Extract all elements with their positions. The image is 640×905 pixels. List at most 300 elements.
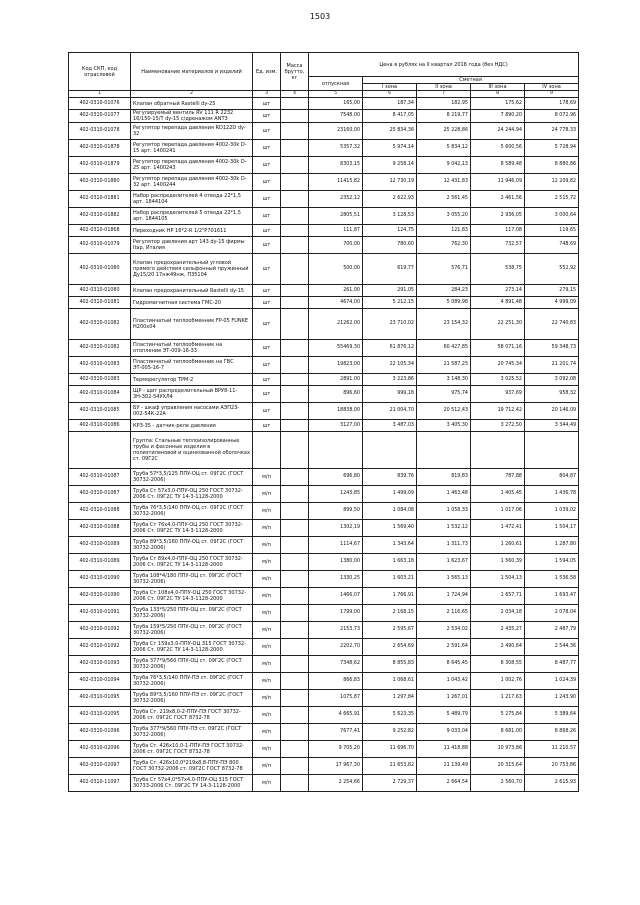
table-row bbox=[69, 208, 579, 225]
row-zone-2-price: 21 587,25 bbox=[417, 357, 471, 374]
column-number: 8 bbox=[471, 91, 525, 98]
row-name: Клапан обратный Rastelli dy-25 bbox=[131, 98, 253, 110]
row-unit: м/п bbox=[253, 537, 281, 554]
row-zone-3-price: 5 600,56 bbox=[471, 140, 525, 157]
row-code: 402-0310-01080 bbox=[69, 285, 131, 297]
row-zone-4-price: 1 436,78 bbox=[525, 486, 579, 503]
row-zone-4-price: 20 753,86 bbox=[525, 758, 579, 775]
row-zone-2-price: 9 033,04 bbox=[417, 724, 471, 741]
page-number: 1503 bbox=[309, 12, 331, 21]
row-mass bbox=[281, 724, 309, 741]
row-zone-4-price: 178,69 bbox=[525, 98, 579, 110]
row-mass bbox=[281, 309, 309, 340]
row-code: 402-0310-01078 bbox=[69, 123, 131, 140]
header-price-group: Цена в рублях на II квартал 2018 года (без НДС) bbox=[309, 53, 579, 77]
row-code: 402-0310-01076 bbox=[69, 98, 131, 110]
row-zone-3-price: 538,75 bbox=[471, 254, 525, 285]
row-unit: шт bbox=[253, 98, 281, 110]
row-zone-4-price: 1 287,80 bbox=[525, 537, 579, 554]
table-body bbox=[69, 98, 579, 792]
row-mass bbox=[281, 110, 309, 123]
row-unit: шт bbox=[253, 191, 281, 208]
row-mass bbox=[281, 386, 309, 403]
row-zone-2-price: 3 405,30 bbox=[417, 420, 471, 432]
row-unit: шт bbox=[253, 340, 281, 357]
row-zone-1-price: 9 258,14 bbox=[363, 157, 417, 174]
table-row bbox=[69, 340, 579, 357]
row-zone-1-price: 9 252,82 bbox=[363, 724, 417, 741]
row-zone-4-price: 1 039,02 bbox=[525, 503, 579, 520]
row-name: Регулятор перепада давления 4002-30k D-25 арт. 1400243 bbox=[131, 157, 253, 174]
row-mass bbox=[281, 225, 309, 237]
row-code: 402-0310-01086 bbox=[69, 420, 131, 432]
row-zone-3-price: 20 315,64 bbox=[471, 758, 525, 775]
row-name: Набор распределителей 5 отвода 22*1,5 арт. 1844105 bbox=[131, 208, 253, 225]
row-unit: м/п bbox=[253, 588, 281, 605]
row-name: Регулятор перепада давления RD122D dy-32 bbox=[131, 123, 253, 140]
row-zone-2-price bbox=[417, 432, 471, 469]
row-zone-4-price: 8 868,26 bbox=[525, 724, 579, 741]
row-zone-2-price: 1 532,12 bbox=[417, 520, 471, 537]
row-name: Труба 57*3,5/125 ППУ-ОЦ ст. 09Г2С (ГОСТ 30732-2006) bbox=[131, 469, 253, 486]
row-unit: шт bbox=[253, 123, 281, 140]
row-zone-1-price: 1 499,09 bbox=[363, 486, 417, 503]
row-zone-1-price: 22 105,34 bbox=[363, 357, 417, 374]
row-release-price: 2805,51 bbox=[309, 208, 363, 225]
row-zone-4-price: 1 504,17 bbox=[525, 520, 579, 537]
row-zone-3-price: 8 308,55 bbox=[471, 656, 525, 673]
row-name: Регулируемый вентиль RV 111 R 2232 16/150-15/Т dy-15 с/дренажом ANT3 bbox=[131, 110, 253, 123]
row-name: Труба 89*3,5/160 ППУ-ПЭ ст. 09Г2С (ГОСТ 30732-2006) bbox=[131, 690, 253, 707]
row-zone-3-price: 3 272,50 bbox=[471, 420, 525, 432]
table-header bbox=[69, 53, 579, 98]
row-code: 402-0310-11097 bbox=[69, 775, 131, 792]
row-mass bbox=[281, 157, 309, 174]
row-mass bbox=[281, 741, 309, 758]
row-zone-1-price bbox=[363, 432, 417, 469]
row-release-price: 1380,00 bbox=[309, 554, 363, 571]
row-zone-1-price: 187,34 bbox=[363, 98, 417, 110]
row-zone-3-price: 787,88 bbox=[471, 469, 525, 486]
row-zone-4-price: 1 243,90 bbox=[525, 690, 579, 707]
row-zone-4-price: 4 999,09 bbox=[525, 297, 579, 309]
row-zone-1-price: 1 084,08 bbox=[363, 503, 417, 520]
row-name: Гидромагнитная система ГМС-20 bbox=[131, 297, 253, 309]
row-name: Труба Ст 57х4,0*57х4,0-ППУ-ОЦ 315 ГОСТ 30733-2006 Ст. 09Г2С ТУ 14-3-1128-2000 bbox=[131, 775, 253, 792]
row-zone-1-price: 5 212,15 bbox=[363, 297, 417, 309]
table-row bbox=[69, 469, 579, 486]
row-zone-2-price: 576,71 bbox=[417, 254, 471, 285]
table-row bbox=[69, 225, 579, 237]
row-zone-1-price: 5 974,14 bbox=[363, 140, 417, 157]
row-mass bbox=[281, 237, 309, 254]
row-zone-2-price: 1 565,13 bbox=[417, 571, 471, 588]
row-mass bbox=[281, 690, 309, 707]
row-release-price bbox=[309, 432, 363, 469]
row-code: 402-0310-02095 bbox=[69, 707, 131, 724]
row-unit: м/п bbox=[253, 673, 281, 690]
row-unit: шт bbox=[253, 254, 281, 285]
row-unit bbox=[253, 432, 281, 469]
row-unit: м/п bbox=[253, 775, 281, 792]
row-zone-1-price: 291,05 bbox=[363, 285, 417, 297]
row-release-price: 866,83 bbox=[309, 673, 363, 690]
row-release-price: 17 967,30 bbox=[309, 758, 363, 775]
row-code: 402-0310-01878 bbox=[69, 140, 131, 157]
table-row bbox=[69, 191, 579, 208]
row-unit: м/п bbox=[253, 503, 281, 520]
row-code: 402-0310-01089 bbox=[69, 554, 131, 571]
row-name: Регулятор перепада давления 4002-30k D-15 арт. 1400241 bbox=[131, 140, 253, 157]
row-unit: м/п bbox=[253, 554, 281, 571]
row-zone-1-price: 2 622,93 bbox=[363, 191, 417, 208]
row-release-price: 7548,00 bbox=[309, 110, 363, 123]
row-zone-1-price: 839,76 bbox=[363, 469, 417, 486]
row-mass bbox=[281, 775, 309, 792]
row-code: 402-0310-01092 bbox=[69, 622, 131, 639]
row-zone-4-price: 3 344,49 bbox=[525, 420, 579, 432]
row-zone-4-price: 119,65 bbox=[525, 225, 579, 237]
row-name: БУ - шкаф управления насосами АЭП23-002-54К-22А bbox=[131, 403, 253, 420]
row-zone-1-price: 25 834,36 bbox=[363, 123, 417, 140]
row-mass bbox=[281, 486, 309, 503]
row-zone-4-price: 12 209,82 bbox=[525, 174, 579, 191]
table-row bbox=[69, 309, 579, 340]
row-release-price: 9 705,20 bbox=[309, 741, 363, 758]
row-code: 402-0310-01095 bbox=[69, 690, 131, 707]
row-mass bbox=[281, 432, 309, 469]
row-release-price: 2 254,66 bbox=[309, 775, 363, 792]
header-zone-3: III зона bbox=[471, 84, 525, 91]
row-zone-4-price: 2 487,79 bbox=[525, 622, 579, 639]
row-zone-3-price: 732,57 bbox=[471, 237, 525, 254]
row-mass bbox=[281, 285, 309, 297]
row-zone-1-price: 3 128,53 bbox=[363, 208, 417, 225]
row-mass bbox=[281, 605, 309, 622]
row-code: 402-0310-01090 bbox=[69, 571, 131, 588]
table-row bbox=[69, 403, 579, 420]
row-mass bbox=[281, 374, 309, 386]
header-name: Наименование материалов и изделий bbox=[131, 53, 253, 91]
row-code: 402-0310-01882 bbox=[69, 208, 131, 225]
row-mass bbox=[281, 707, 309, 724]
row-zone-2-price: 12 431,83 bbox=[417, 174, 471, 191]
row-unit: шт bbox=[253, 208, 281, 225]
row-unit: шт bbox=[253, 420, 281, 432]
row-release-price: 2891,00 bbox=[309, 374, 363, 386]
row-release-price: 7348,62 bbox=[309, 656, 363, 673]
row-mass bbox=[281, 639, 309, 656]
table-row bbox=[69, 656, 579, 673]
row-unit: шт bbox=[253, 374, 281, 386]
row-name: Труба Ст 76х4,0-ППУ-ОЦ 250 ГОСТ 30732-2006 Ст. 09Г2С ТУ 14-3-1128-2000 bbox=[131, 520, 253, 537]
row-zone-2-price: 2 664,54 bbox=[417, 775, 471, 792]
column-number: 7 bbox=[417, 91, 471, 98]
row-zone-3-price: 2 490,64 bbox=[471, 639, 525, 656]
row-zone-2-price: 3 148,30 bbox=[417, 374, 471, 386]
row-zone-2-price: 3 055,20 bbox=[417, 208, 471, 225]
row-zone-3-price: 2 435,27 bbox=[471, 622, 525, 639]
row-name: Труба Ст 159х3,0-ППУ-ОЦ 315 ГОСТ 30732-2006 Ст. 09Г2С ТУ 14-3-1128-2000 bbox=[131, 639, 253, 656]
row-zone-3-price: 1 017,06 bbox=[471, 503, 525, 520]
row-code: 402-0310-01079 bbox=[69, 237, 131, 254]
row-name: Пластинчатый теплообменник FP-05 FUNKE H200x04 bbox=[131, 309, 253, 340]
row-release-price: 1466,07 bbox=[309, 588, 363, 605]
table-row bbox=[69, 622, 579, 639]
row-zone-3-price: 1 405,45 bbox=[471, 486, 525, 503]
row-release-price: 899,50 bbox=[309, 503, 363, 520]
row-zone-3-price: 1 560,39 bbox=[471, 554, 525, 571]
row-zone-3-price: 117,08 bbox=[471, 225, 525, 237]
row-zone-4-price: 1 536,58 bbox=[525, 571, 579, 588]
row-release-price: 19823,00 bbox=[309, 357, 363, 374]
row-zone-3-price: 1 217,63 bbox=[471, 690, 525, 707]
row-unit: м/п bbox=[253, 622, 281, 639]
row-release-price: 5357,32 bbox=[309, 140, 363, 157]
row-zone-2-price: 819,83 bbox=[417, 469, 471, 486]
row-code: 402-0310-01881 bbox=[69, 191, 131, 208]
row-zone-1-price: 1 663,18 bbox=[363, 554, 417, 571]
row-code: 402-0310-01084 bbox=[69, 386, 131, 403]
row-zone-2-price: 1 058,33 bbox=[417, 503, 471, 520]
row-code: 402-0310-01077 bbox=[69, 110, 131, 123]
row-unit: м/п bbox=[253, 690, 281, 707]
row-unit: шт bbox=[253, 140, 281, 157]
row-mass bbox=[281, 622, 309, 639]
row-zone-1-price: 12 730,19 bbox=[363, 174, 417, 191]
header-zone-2: II зона bbox=[417, 84, 471, 91]
row-name: Группа: Стальные теплоизолированные трубы и фасонные изделия в полиэтиленовой и оцинкованной оболочках ст. 09Г2С bbox=[131, 432, 253, 469]
row-zone-1-price: 61 876,12 bbox=[363, 340, 417, 357]
row-unit: шт bbox=[253, 357, 281, 374]
table-row bbox=[69, 157, 579, 174]
row-name: Набор распределителей 4 отвода 22*1,5 арт. 1844104 bbox=[131, 191, 253, 208]
row-zone-4-price: 11 210,57 bbox=[525, 741, 579, 758]
row-zone-4-price: 3 000,64 bbox=[525, 208, 579, 225]
row-zone-2-price: 1 043,42 bbox=[417, 673, 471, 690]
row-zone-4-price: 3 092,08 bbox=[525, 374, 579, 386]
row-release-price: 111,87 bbox=[309, 225, 363, 237]
row-name: Труба 377*9/560 ППУ-ОЦ ст. 09Г2С (ГОСТ 30732-2006) bbox=[131, 656, 253, 673]
row-name: Регулятор давления арт 143 dy-15 фирмы Itap, Италия bbox=[131, 237, 253, 254]
row-zone-1-price: 8 855,83 bbox=[363, 656, 417, 673]
row-zone-2-price: 8 219,77 bbox=[417, 110, 471, 123]
table-row bbox=[69, 486, 579, 503]
row-release-price: 2202,70 bbox=[309, 639, 363, 656]
row-zone-3-price: 1 504,13 bbox=[471, 571, 525, 588]
row-mass bbox=[281, 656, 309, 673]
row-zone-2-price: 5 489,79 bbox=[417, 707, 471, 724]
row-zone-2-price: 284,23 bbox=[417, 285, 471, 297]
row-mass bbox=[281, 469, 309, 486]
table-row bbox=[69, 571, 579, 588]
row-release-price: 1302,19 bbox=[309, 520, 363, 537]
row-mass bbox=[281, 340, 309, 357]
row-zone-2-price: 182,95 bbox=[417, 98, 471, 110]
header-code: Код СКП, код отраслевой bbox=[69, 53, 131, 91]
row-release-price: 1330,25 bbox=[309, 571, 363, 588]
row-zone-4-price: 20 146,09 bbox=[525, 403, 579, 420]
row-zone-1-price: 21 004,70 bbox=[363, 403, 417, 420]
row-zone-2-price: 25 228,86 bbox=[417, 123, 471, 140]
row-code: 402-0310-01083 bbox=[69, 357, 131, 374]
row-name: Переходник НР 16*2-R 1/2"P701611 bbox=[131, 225, 253, 237]
table-row bbox=[69, 285, 579, 297]
row-mass bbox=[281, 254, 309, 285]
row-name: Терморегулятор ТРМ-2 bbox=[131, 374, 253, 386]
row-zone-4-price: 279,15 bbox=[525, 285, 579, 297]
table-row bbox=[69, 690, 579, 707]
row-code: 402-0310-01090 bbox=[69, 588, 131, 605]
row-zone-2-price: 5 834,12 bbox=[417, 140, 471, 157]
row-zone-4-price: 8 487,77 bbox=[525, 656, 579, 673]
header-release-price: отпускная bbox=[309, 77, 363, 91]
row-zone-1-price: 619,77 bbox=[363, 254, 417, 285]
row-name: Пластинчатый теплообменник на ГВС ЭТ-005-16-7 bbox=[131, 357, 253, 374]
row-zone-1-price: 8 417,05 bbox=[363, 110, 417, 123]
row-zone-1-price: 2 595,67 bbox=[363, 622, 417, 639]
row-zone-2-price: 1 623,67 bbox=[417, 554, 471, 571]
row-code: 402-0310-01088 bbox=[69, 520, 131, 537]
row-unit: шт bbox=[253, 225, 281, 237]
row-zone-1-price: 2 168,15 bbox=[363, 605, 417, 622]
price-table bbox=[68, 52, 579, 792]
row-zone-3-price: 10 973,86 bbox=[471, 741, 525, 758]
column-number: 3 bbox=[253, 91, 281, 98]
row-zone-4-price: 8 880,86 bbox=[525, 157, 579, 174]
row-mass bbox=[281, 98, 309, 110]
row-zone-2-price: 121,83 bbox=[417, 225, 471, 237]
row-zone-1-price: 23 710,02 bbox=[363, 309, 417, 340]
table-row bbox=[69, 639, 579, 656]
row-zone-4-price: 22 740,83 bbox=[525, 309, 579, 340]
row-unit: м/п bbox=[253, 724, 281, 741]
table-row bbox=[69, 758, 579, 775]
row-name: Труба 133*5/250 ППУ-ОЦ ст. 09Г2С (ГОСТ 30732-2006) bbox=[131, 605, 253, 622]
row-zone-1-price: 3 223,86 bbox=[363, 374, 417, 386]
row-zone-2-price: 9 042,13 bbox=[417, 157, 471, 174]
row-unit: м/п bbox=[253, 520, 281, 537]
row-mass bbox=[281, 123, 309, 140]
row-zone-3-price: 2 936,05 bbox=[471, 208, 525, 225]
row-unit: шт bbox=[253, 403, 281, 420]
row-zone-2-price: 2 591,64 bbox=[417, 639, 471, 656]
row-zone-2-price: 762,30 bbox=[417, 237, 471, 254]
table-row bbox=[69, 297, 579, 309]
row-unit: шт bbox=[253, 309, 281, 340]
table-row bbox=[69, 254, 579, 285]
row-code: 402-0310-01096 bbox=[69, 724, 131, 741]
row-zone-2-price: 20 512,43 bbox=[417, 403, 471, 420]
row-code: 402-0310-01082 bbox=[69, 309, 131, 340]
row-unit: м/п bbox=[253, 469, 281, 486]
row-zone-3-price: 11 946,09 bbox=[471, 174, 525, 191]
row-mass bbox=[281, 554, 309, 571]
row-zone-2-price: 975,74 bbox=[417, 386, 471, 403]
row-release-price: 1799,00 bbox=[309, 605, 363, 622]
row-zone-1-price: 2 654,69 bbox=[363, 639, 417, 656]
row-release-price: 23160,00 bbox=[309, 123, 363, 140]
row-mass bbox=[281, 503, 309, 520]
table-row bbox=[69, 724, 579, 741]
row-zone-3-price: 8 681,00 bbox=[471, 724, 525, 741]
row-zone-4-price: 1 693,47 bbox=[525, 588, 579, 605]
row-release-price: 11415,82 bbox=[309, 174, 363, 191]
row-zone-2-price: 23 154,32 bbox=[417, 309, 471, 340]
row-release-price: 18838,00 bbox=[309, 403, 363, 420]
row-zone-3-price: 1 260,61 bbox=[471, 537, 525, 554]
row-code: 402-0310-01094 bbox=[69, 673, 131, 690]
row-zone-2-price: 1 463,48 bbox=[417, 486, 471, 503]
row-release-price: 1243,85 bbox=[309, 486, 363, 503]
row-release-price: 21262,00 bbox=[309, 309, 363, 340]
row-name: Пластинчатый теплообменник на отопление ЭТ-009-16-33 bbox=[131, 340, 253, 357]
row-name: ЩР - щит распределительный ВРУ8-11-3Н-302-54УХЛ4 bbox=[131, 386, 253, 403]
row-unit: шт bbox=[253, 297, 281, 309]
row-mass bbox=[281, 520, 309, 537]
row-code: 402-0310-01082 bbox=[69, 340, 131, 357]
row-mass bbox=[281, 571, 309, 588]
row-zone-2-price: 60 427,85 bbox=[417, 340, 471, 357]
row-release-price: 7677,41 bbox=[309, 724, 363, 741]
header-zone-1: I зона bbox=[363, 84, 417, 91]
table-row bbox=[69, 554, 579, 571]
table-row bbox=[69, 110, 579, 123]
row-zone-1-price: 1 068,61 bbox=[363, 673, 417, 690]
row-mass bbox=[281, 537, 309, 554]
row-release-price: 261,00 bbox=[309, 285, 363, 297]
row-name: Труба 159*5/250 ППУ-ОЦ ст. 09Г2С (ГОСТ 30732-2006) bbox=[131, 622, 253, 639]
row-mass bbox=[281, 403, 309, 420]
row-code: 402-0310-01880 bbox=[69, 174, 131, 191]
row-unit: шт bbox=[253, 237, 281, 254]
row-release-price: 2352,12 bbox=[309, 191, 363, 208]
row-zone-3-price: 19 712,42 bbox=[471, 403, 525, 420]
row-unit: шт bbox=[253, 110, 281, 123]
row-mass bbox=[281, 174, 309, 191]
row-zone-4-price: 5 728,94 bbox=[525, 140, 579, 157]
row-zone-1-price: 2 729,37 bbox=[363, 775, 417, 792]
row-unit: м/п bbox=[253, 605, 281, 622]
row-zone-1-price: 1 297,84 bbox=[363, 690, 417, 707]
table-row bbox=[69, 386, 579, 403]
row-code: 402-0310-02096 bbox=[69, 741, 131, 758]
header-unit: Ед. изм. bbox=[253, 53, 281, 91]
row-unit: м/п bbox=[253, 639, 281, 656]
row-zone-1-price: 1 569,40 bbox=[363, 520, 417, 537]
row-name: Клапан предохранительный Rastelli dy-15 bbox=[131, 285, 253, 297]
row-zone-2-price: 8 645,45 bbox=[417, 656, 471, 673]
row-zone-2-price: 1 311,73 bbox=[417, 537, 471, 554]
row-code: 402-0310-01087 bbox=[69, 486, 131, 503]
row-name: КРЗ-35 - датчик-реле давления bbox=[131, 420, 253, 432]
row-zone-2-price: 1 724,94 bbox=[417, 588, 471, 605]
table-row bbox=[69, 741, 579, 758]
row-code: 402-0310-02097 bbox=[69, 758, 131, 775]
row-code: 402-0310-01085 bbox=[69, 403, 131, 420]
table-row bbox=[69, 237, 579, 254]
row-mass bbox=[281, 758, 309, 775]
row-release-price: 896,60 bbox=[309, 386, 363, 403]
row-mass bbox=[281, 357, 309, 374]
row-zone-4-price bbox=[525, 432, 579, 469]
table-row bbox=[69, 123, 579, 140]
row-code: 402-0310-01088 bbox=[69, 503, 131, 520]
row-unit: м/п bbox=[253, 656, 281, 673]
table-row bbox=[69, 775, 579, 792]
row-release-price: 1114,67 bbox=[309, 537, 363, 554]
row-zone-4-price: 1 594,05 bbox=[525, 554, 579, 571]
